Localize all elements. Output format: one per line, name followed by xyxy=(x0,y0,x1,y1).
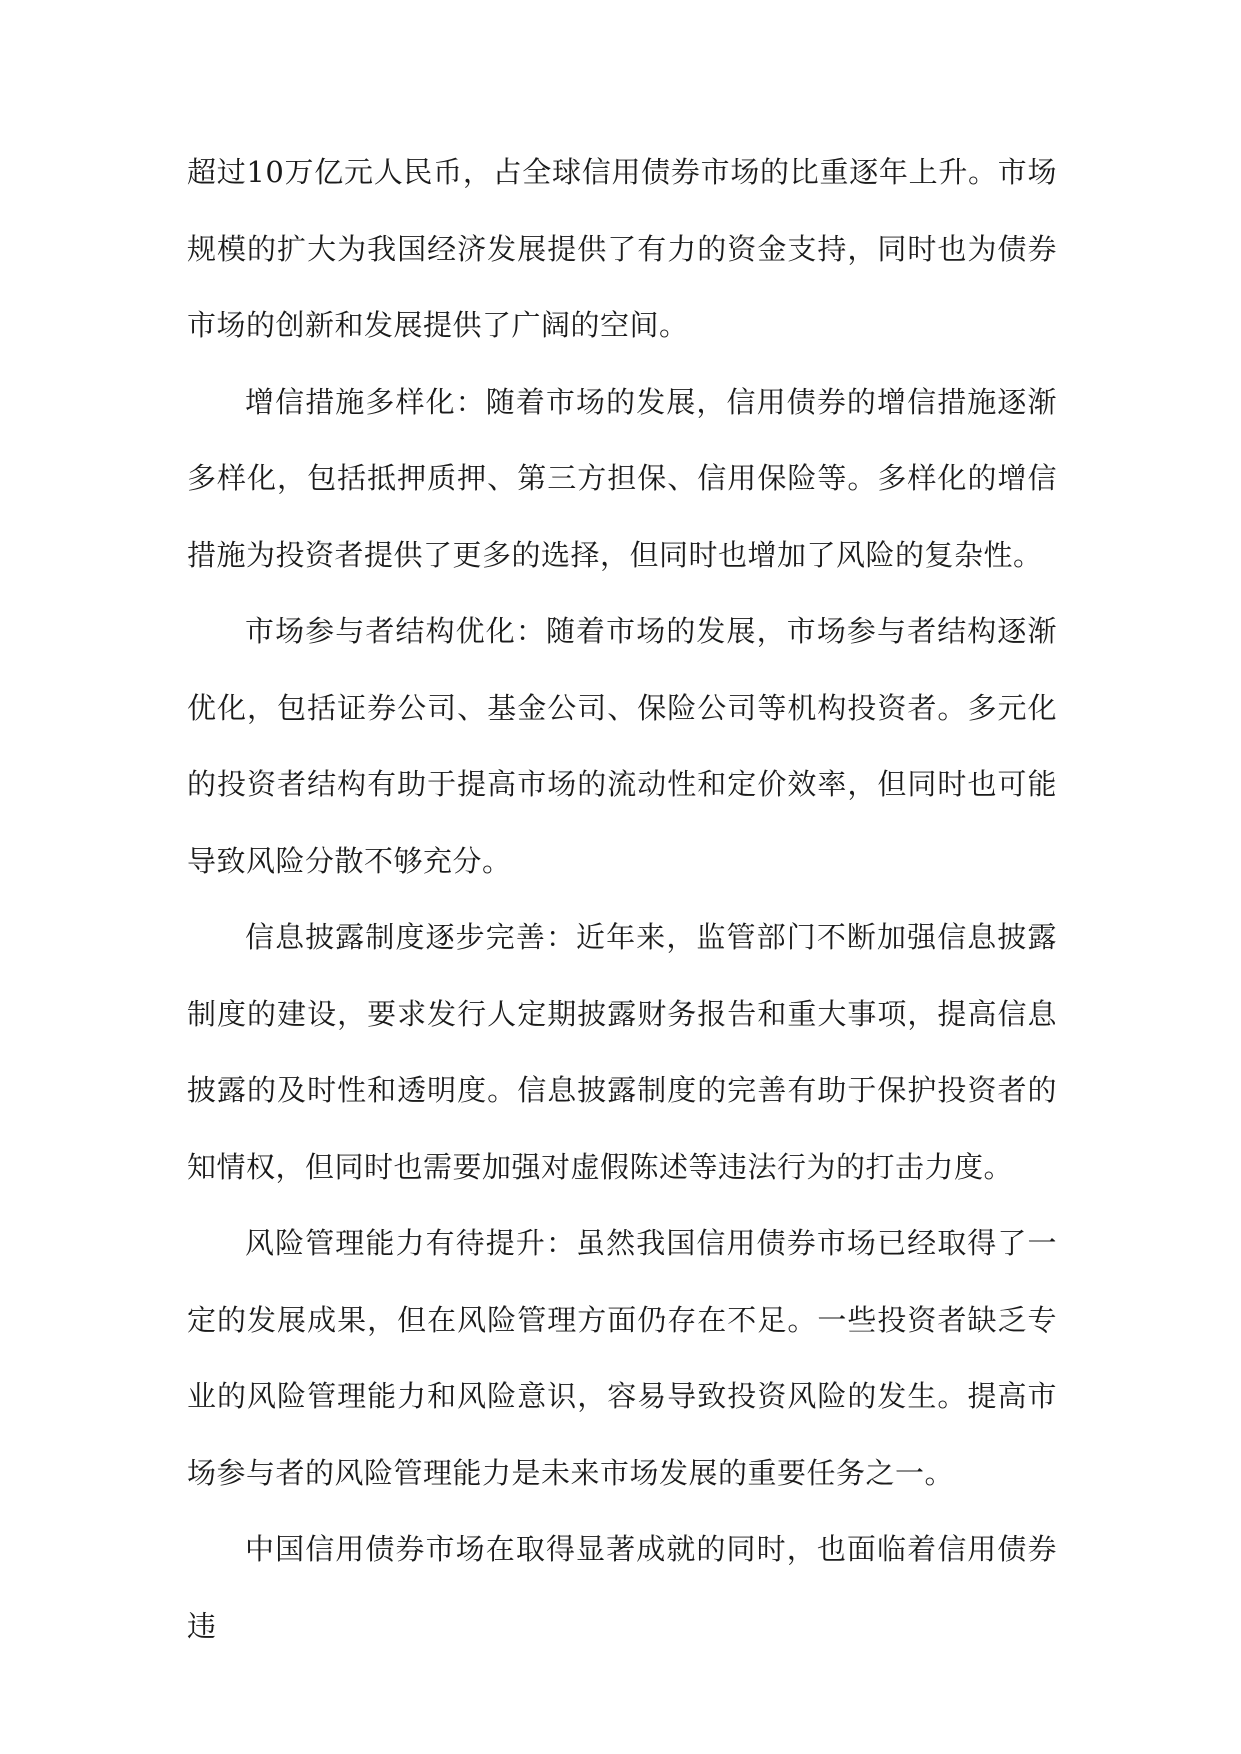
body-text xyxy=(187,134,1057,1664)
paragraph-information-disclosure: 信息披露制度逐步完善：近年来，监管部门不断加强信息披露制度的建设，要求发行人定期披露财务报告和重大事项，提高信息披露的及时性和透明度。信息披露制度的完善有助于保护投资者的知情权，但同时也需要加强对虚假陈述等违法行为的打击力度。 xyxy=(187,920,1057,1184)
paragraph-participant-structure: 市场参与者结构优化：随着市场的发展，市场参与者结构逐渐优化，包括证券公司、基金公司、保险公司等机构投资者。多元化的投资者结构有助于提高市场的流动性和定价效率，但同时也可能导致风险分散不够充分。 xyxy=(187,614,1057,878)
paragraph-market-scale: 超过10万亿元人民币，占全球信用债券市场的比重逐年上升。市场规模的扩大为我国经济发展提供了有力的资金支持，同时也为债券市场的创新和发展提供了广阔的空间。 xyxy=(187,155,1057,342)
paragraph-challenges: 中国信用债券市场在取得显著成就的同时，也面临着信用债券违 xyxy=(187,1532,1057,1643)
paragraph-credit-enhancement: 增信措施多样化：随着市场的发展，信用债券的增信措施逐渐多样化，包括抵押质押、第三方担保、信用保险等。多样化的增信措施为投资者提供了更多的选择，但同时也增加了风险的复杂性。 xyxy=(187,384,1057,572)
paragraph-risk-management: 风险管理能力有待提升：虽然我国信用债券市场已经取得了一定的发展成果，但在风险管理方面仍存在不足。一些投资者缺乏专业的风险管理能力和风险意识，容易导致投资风险的发生。提高市场参与者的风险管理能力是未来市场发展的重要任务之一。 xyxy=(187,1226,1057,1490)
